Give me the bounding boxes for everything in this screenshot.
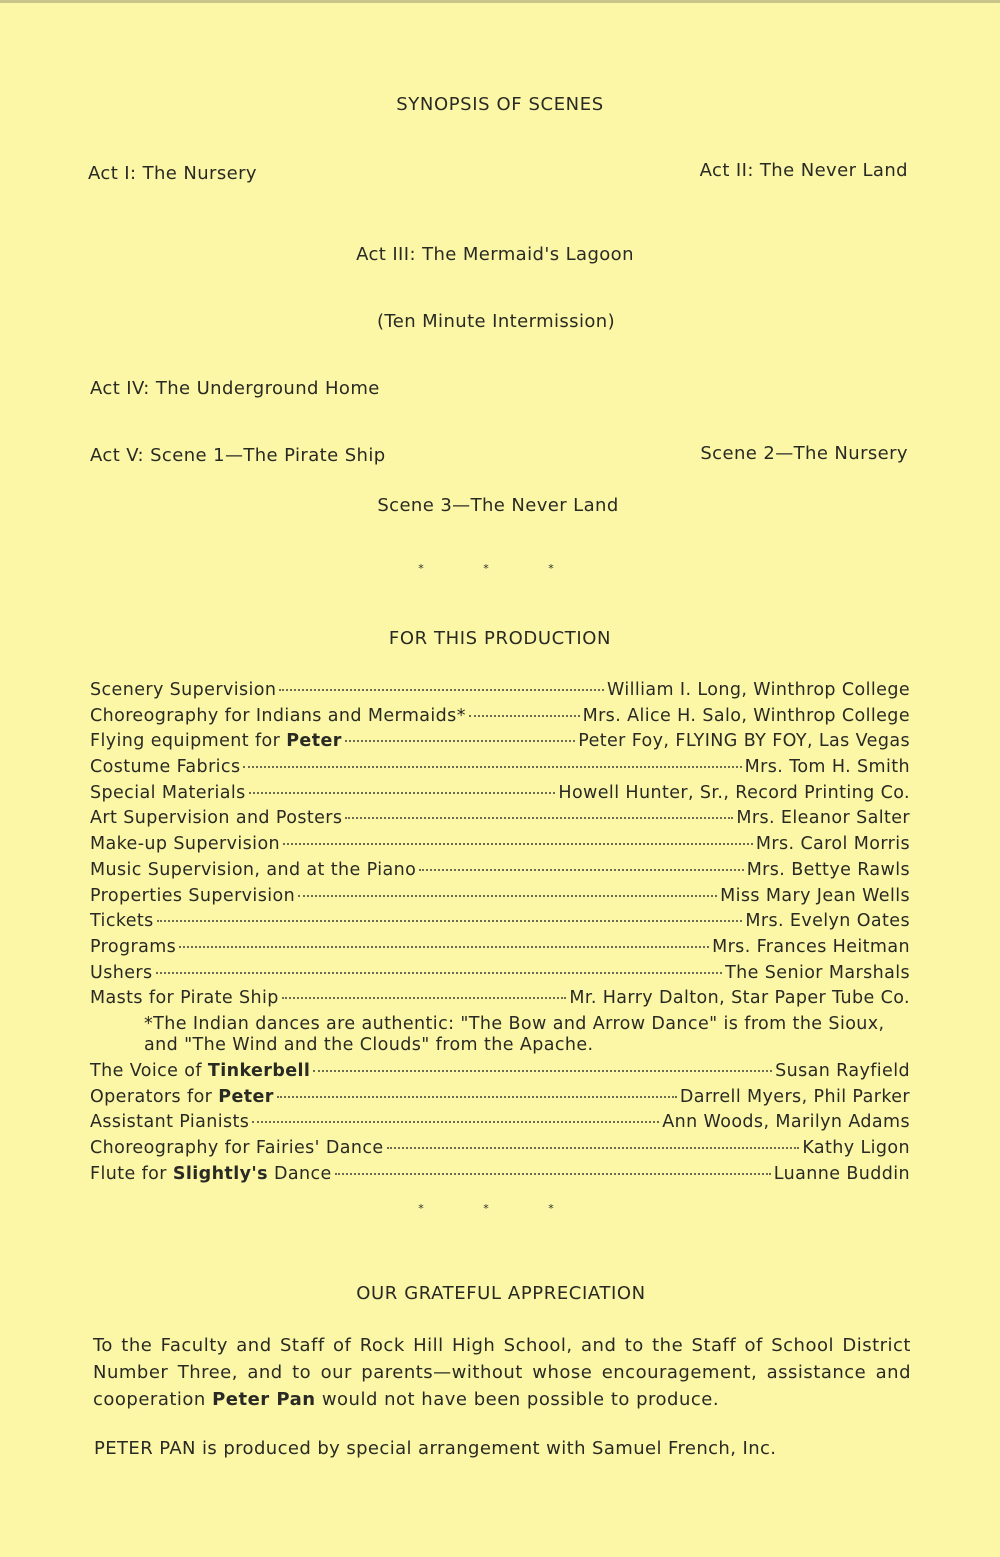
dot-leader bbox=[469, 714, 580, 717]
rights-notice: PETER PAN is produced by special arrangement with Samuel French, Inc. bbox=[94, 1438, 777, 1459]
credit-role: Special Materials bbox=[90, 782, 246, 803]
credit-name: William I. Long, Winthrop College bbox=[607, 680, 910, 700]
credit-name: Darrell Myers, Phil Parker bbox=[679, 1086, 910, 1107]
act-2: Act II: The Never Land bbox=[699, 160, 908, 181]
dot-leader bbox=[279, 688, 604, 691]
dot-leader bbox=[252, 1120, 659, 1123]
credit-row bbox=[90, 1136, 910, 1162]
credit-role: Tickets bbox=[90, 911, 154, 932]
dot-leader bbox=[345, 816, 733, 819]
dance-footnote: *The Indian dances are authentic: "The Bow and Arrow Dance" is from the Sioux, and "The Wind and the Clouds" from the Apache. bbox=[144, 1013, 885, 1055]
dot-leader bbox=[277, 1095, 677, 1098]
synopsis-title: SYNOPSIS OF SCENES bbox=[396, 94, 604, 115]
credit-row bbox=[90, 986, 910, 1012]
credit-name: Mrs. Tom H. Smith bbox=[744, 757, 910, 778]
credit-role: Ushers bbox=[90, 962, 153, 983]
credit-row bbox=[90, 1059, 910, 1085]
credit-role: Choreography for Indians and Mermaids* bbox=[90, 705, 466, 726]
credit-row bbox=[90, 1110, 910, 1136]
section-separator: * * * bbox=[418, 1202, 582, 1215]
dot-leader bbox=[283, 842, 753, 845]
act-4: Act IV: The Underground Home bbox=[90, 378, 380, 399]
credit-role-bold: Tinkerbell bbox=[207, 1060, 311, 1081]
credit-row bbox=[90, 1162, 910, 1188]
appreciation-title: OUR GRATEFUL APPRECIATION bbox=[356, 1283, 646, 1304]
credit-role: Music Supervision, and at the Piano bbox=[90, 859, 417, 880]
dot-leader bbox=[157, 919, 743, 922]
credit-name: Susan Rayfield bbox=[775, 1060, 910, 1081]
credit-name: Luanne Buddin bbox=[773, 1163, 910, 1184]
dot-leader bbox=[249, 791, 556, 794]
section-separator: * * * bbox=[418, 562, 582, 575]
credit-role: Programs bbox=[90, 936, 177, 957]
credit-row bbox=[90, 729, 910, 755]
credit-row bbox=[90, 755, 910, 781]
dot-leader bbox=[298, 894, 717, 897]
credit-name: Howell Hunter, Sr., Record Printing Co. bbox=[558, 782, 910, 803]
play-title-bold: Peter Pan bbox=[212, 1389, 316, 1410]
credit-row bbox=[90, 704, 910, 730]
dot-leader bbox=[335, 1172, 771, 1175]
credit-role: Choreography for Fairies' Dance bbox=[90, 1138, 384, 1158]
credit-role: The Voice of Tinkerbell bbox=[90, 1060, 311, 1081]
credit-row bbox=[90, 909, 910, 935]
dot-leader bbox=[419, 868, 743, 871]
dot-leader bbox=[313, 1069, 772, 1072]
credit-name: Mrs. Carol Morris bbox=[755, 834, 910, 855]
credit-name: Mrs. Frances Heitman bbox=[712, 936, 910, 957]
credit-role: Flying equipment for Peter bbox=[90, 731, 342, 752]
credit-row bbox=[90, 781, 910, 807]
credit-name: Ann Woods, Marilyn Adams bbox=[662, 1112, 910, 1133]
credit-name: Peter Foy, FLYING BY FOY, Las Vegas bbox=[578, 731, 910, 752]
credit-row bbox=[90, 935, 910, 961]
credit-row bbox=[90, 806, 910, 832]
dot-leader bbox=[156, 971, 723, 974]
act-5-scene-3: Scene 3—The Never Land bbox=[377, 495, 619, 516]
credit-role: Scenery Supervision bbox=[90, 680, 277, 700]
credit-name: Mr. Harry Dalton, Star Paper Tube Co. bbox=[569, 988, 910, 1009]
credit-role: Masts for Pirate Ship bbox=[90, 988, 279, 1009]
credit-name: Mrs. Alice H. Salo, Winthrop College bbox=[582, 705, 910, 726]
credit-row bbox=[90, 1085, 910, 1111]
credit-role-bold: Peter bbox=[286, 731, 342, 752]
credit-role: Costume Fabrics bbox=[90, 757, 241, 778]
production-title: FOR THIS PRODUCTION bbox=[388, 628, 612, 649]
credit-role: Assistant Pianists bbox=[90, 1112, 250, 1133]
dot-leader bbox=[179, 945, 709, 948]
credit-name: Mrs. Bettye Rawls bbox=[746, 859, 910, 880]
credit-role: Make-up Supervision bbox=[90, 834, 281, 855]
credit-row bbox=[90, 961, 910, 987]
credit-name: The Senior Marshals bbox=[725, 962, 910, 983]
credit-name: Kathy Ligon bbox=[802, 1138, 910, 1158]
intermission: (Ten Minute Intermission) bbox=[376, 311, 616, 332]
credit-role: Flute for Slightly's Dance bbox=[90, 1163, 332, 1184]
credit-row bbox=[90, 832, 910, 858]
act-1: Act I: The Nursery bbox=[88, 163, 257, 184]
credit-row bbox=[90, 678, 910, 704]
credit-role-bold: Slightly's bbox=[172, 1163, 268, 1184]
dot-leader bbox=[282, 996, 567, 999]
credit-name: Mrs. Evelyn Oates bbox=[745, 911, 910, 932]
credit-row bbox=[90, 858, 910, 884]
credit-name: Mrs. Eleanor Salter bbox=[736, 808, 910, 829]
act-5-scene-2: Scene 2—The Nursery bbox=[700, 443, 908, 464]
credits-list bbox=[90, 678, 910, 1187]
dot-leader bbox=[387, 1146, 800, 1149]
credit-name: Miss Mary Jean Wells bbox=[720, 885, 910, 906]
act-5-scene-1: Act V: Scene 1—The Pirate Ship bbox=[90, 445, 386, 466]
dot-leader bbox=[243, 765, 741, 768]
act-3: Act III: The Mermaid's Lagoon bbox=[356, 244, 634, 265]
dot-leader bbox=[345, 739, 575, 742]
credit-role-bold: Peter bbox=[218, 1086, 274, 1107]
credit-role: Art Supervision and Posters bbox=[90, 808, 343, 829]
appreciation-text: To the Faculty and Staff of Rock Hill High School, and to the Staff of School District Number Three, and to our parents—without whose encouragement, assistance and cooperation Peter Pan would not have been possible to produce. bbox=[93, 1335, 911, 1410]
top-edge-rule bbox=[0, 0, 1000, 3]
credit-role: Properties Supervision bbox=[90, 885, 296, 906]
credit-role: Operators for Peter bbox=[90, 1086, 274, 1107]
credit-row bbox=[90, 884, 910, 910]
